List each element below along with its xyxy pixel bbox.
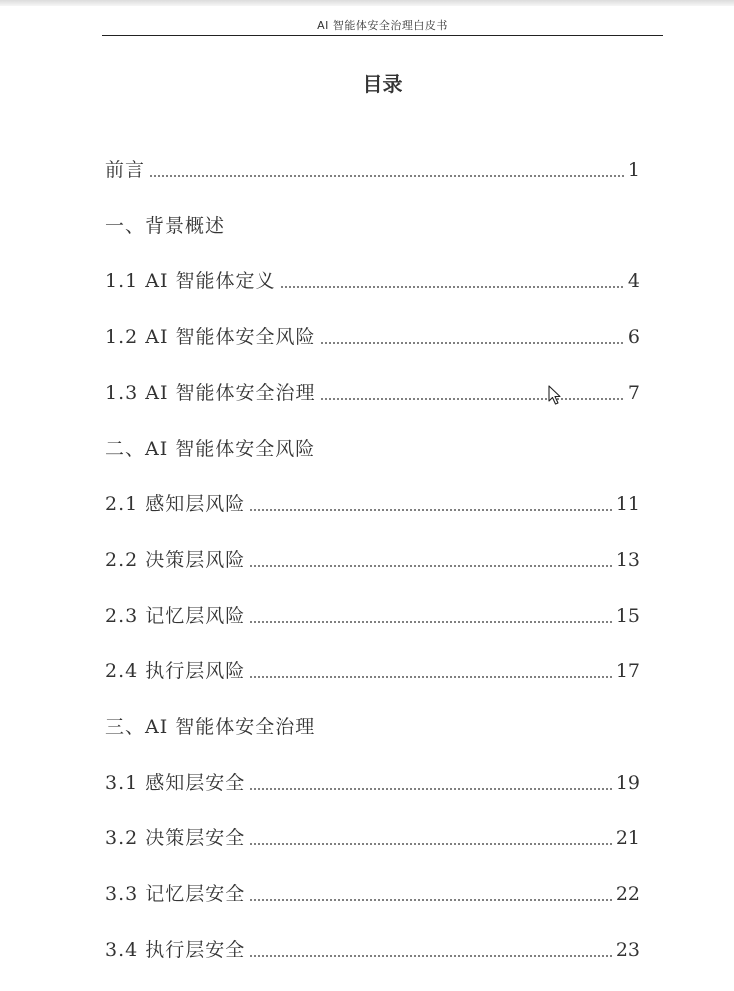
toc-page-number: 19 [615, 771, 640, 794]
toc-page-number: 7 [627, 381, 640, 404]
toc-dot-leader [249, 938, 613, 958]
toc-entry-label: 2.3 记忆层风险 [105, 604, 246, 627]
toc-entry-label: 三、AI 智能体安全治理 [105, 716, 316, 738]
toc-entry-label: 2.4 执行层风险 [105, 660, 246, 683]
toc-dot-leader [320, 325, 625, 345]
toc-dot-leader [280, 269, 625, 289]
toc-entry-label: 前言 [105, 159, 146, 181]
toc-dot-leader [249, 492, 613, 512]
toc-entry-label: 二、AI 智能体安全风险 [105, 437, 316, 460]
toc-entry-label: 3.4 执行层安全 [105, 938, 246, 961]
toc-page-number: 1 [627, 159, 640, 181]
toc-page-number: 11 [615, 493, 640, 516]
toc-entry[interactable] [105, 936, 640, 964]
toc-entry[interactable] [105, 546, 640, 574]
toc-section-heading[interactable] [105, 212, 640, 240]
toc-dot-leader [320, 381, 625, 401]
toc-section-heading[interactable] [105, 435, 640, 463]
toc-entry-label: 3.1 感知层安全 [105, 771, 246, 794]
toc-page-number: 21 [615, 827, 640, 850]
toc-entry-label: 3.3 记忆层安全 [105, 883, 246, 906]
running-header: AI 智能体安全治理白皮书 [317, 19, 448, 32]
toc-page-number: 17 [615, 660, 640, 683]
toc-page-number: 6 [627, 326, 640, 349]
toc-entry[interactable] [105, 769, 640, 797]
toc-entry-label: 3.2 决策层安全 [105, 827, 246, 850]
toc-dot-leader [249, 771, 613, 791]
toc-entry-label: 1.1 AI 智能体定义 [105, 270, 276, 293]
toc-entry[interactable] [105, 490, 640, 518]
toc-dot-leader [249, 882, 613, 902]
toc-dot-leader [249, 659, 613, 679]
toc-page-number: 13 [615, 548, 640, 571]
header-rule [102, 35, 663, 36]
toc-page-number: 15 [615, 604, 640, 627]
toc-entry[interactable] [105, 880, 640, 908]
toc-title: 目录 [362, 72, 403, 96]
toc-entry[interactable] [105, 267, 640, 295]
viewer-top-edge [0, 0, 734, 6]
toc-page-number: 4 [627, 270, 640, 293]
toc-page-number: 23 [615, 938, 640, 961]
mouse-pointer-icon [548, 385, 562, 405]
toc-entry-label: 2.1 感知层风险 [105, 493, 246, 516]
toc-page-number: 22 [615, 883, 640, 906]
toc-entry-label: 一、背景概述 [105, 214, 226, 237]
toc-dot-leader [249, 604, 613, 624]
toc-entry[interactable] [105, 657, 640, 685]
toc-entry-label: 2.2 决策层风险 [105, 548, 246, 571]
toc-entry[interactable] [105, 156, 640, 184]
toc-dot-leader [249, 548, 613, 568]
toc-entry[interactable] [105, 824, 640, 852]
toc-entry-label: 1.2 AI 智能体安全风险 [105, 326, 316, 349]
toc-entry-label: 1.3 AI 智能体安全治理 [105, 381, 316, 404]
toc-entry[interactable] [105, 602, 640, 630]
toc-dot-leader [149, 158, 625, 178]
toc-entry[interactable] [105, 323, 640, 351]
toc-dot-leader [249, 826, 613, 846]
toc-section-heading[interactable] [105, 713, 640, 741]
